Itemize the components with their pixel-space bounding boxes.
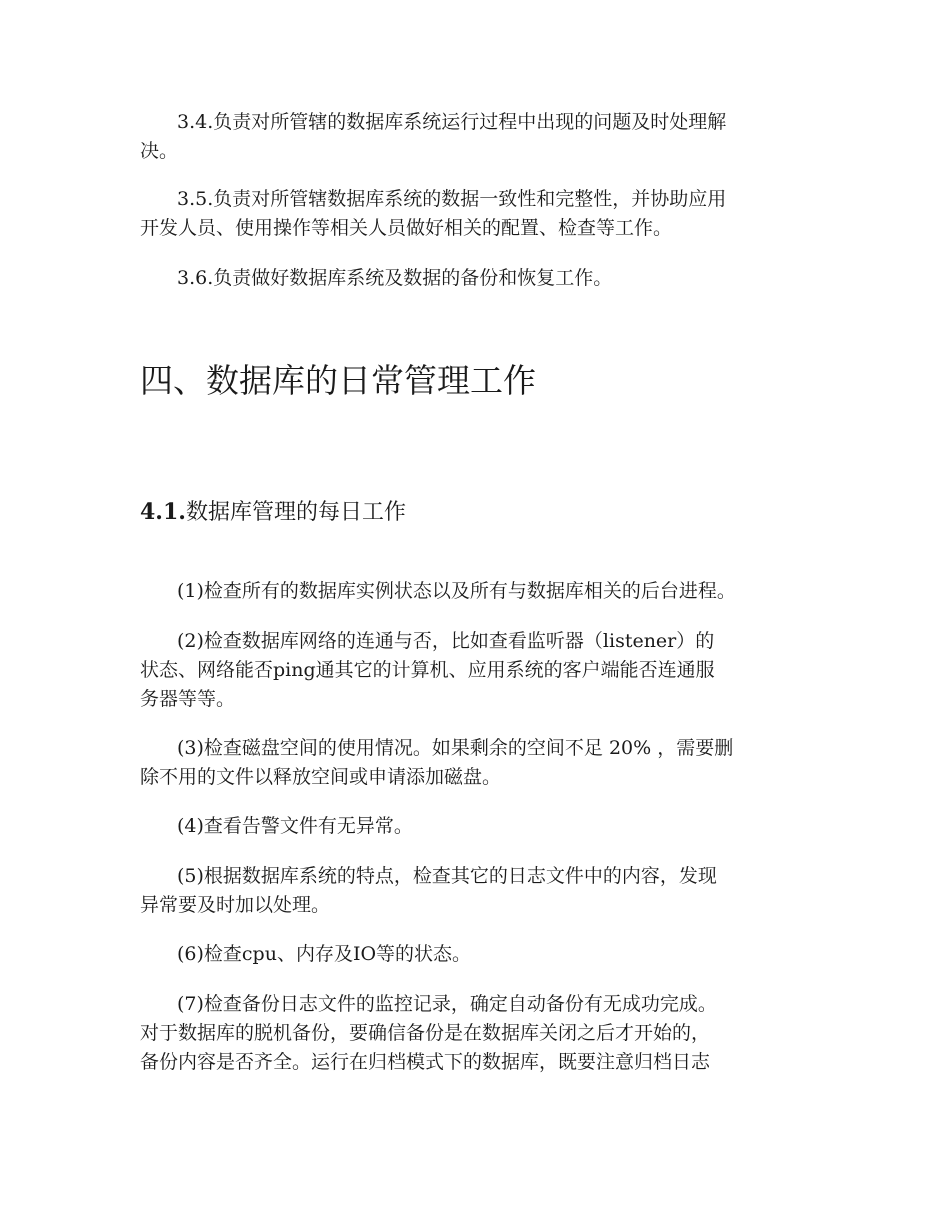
subsection-number: 4.1. <box>140 499 186 525</box>
paragraph-line: (3)检查磁盘空间的使用情况。如果剩余的空间不足 20% ，需要删 <box>177 737 734 759</box>
paragraph-line: (2)检查数据库网络的连通与否，比如查看监听器（listener）的 <box>177 630 715 652</box>
paragraph-line: 状态、网络能否ping通其它的计算机、应用系统的客户端能否连通服 <box>140 659 715 681</box>
daily-item-6 <box>140 940 820 969</box>
paragraph-line: (5)根据数据库系统的特点，检查其它的日志文件中的内容，发现 <box>177 865 717 887</box>
subsection-title: 数据库管理的每日工作 <box>185 500 406 525</box>
paragraph-3-5 <box>140 185 820 243</box>
paragraph-line: (4)查看告警文件有无异常。 <box>177 815 413 837</box>
subsection-heading-4-1 <box>140 496 406 529</box>
paragraph-3-4 <box>140 108 820 166</box>
paragraph-line: 除不用的文件以释放空间或申请添加磁盘。 <box>140 766 502 788</box>
paragraph-line: 决。 <box>140 140 179 162</box>
paragraph-line: 开发人员、使用操作等相关人员做好相关的配置、检查等工作。 <box>140 217 673 239</box>
paragraph-line: 3.5.负责对所管辖数据库系统的数据一致性和完整性，并协助应用 <box>177 188 727 210</box>
paragraph-line: 3.4.负责对所管辖的数据库系统运行过程中出现的问题及时处理解 <box>177 111 727 133</box>
daily-item-7 <box>140 990 820 1077</box>
paragraph-line: 3.6.负责做好数据库系统及数据的备份和恢复工作。 <box>177 267 613 289</box>
paragraph-line: 异常要及时加以处理。 <box>140 894 331 916</box>
paragraph-line: (6)检查cpu、内存及IO等的状态。 <box>177 943 472 965</box>
paragraph-line: 备份内容是否齐全。运行在归档模式下的数据库，既要注意归档日志 <box>140 1051 711 1073</box>
daily-item-4 <box>140 812 820 841</box>
paragraph-line: 对于数据库的脱机备份，要确信备份是在数据库关闭之后才开始的， <box>140 1022 711 1044</box>
daily-item-1 <box>140 577 820 606</box>
paragraph-line: (1)检查所有的数据库实例状态以及所有与数据库相关的后台进程。 <box>177 580 736 602</box>
paragraph-line: (7)检查备份日志文件的监控记录，确定自动备份有无成功完成。 <box>177 993 717 1015</box>
daily-item-3 <box>140 734 820 792</box>
section-heading-4: 四、数据库的日常管理工作 <box>140 361 536 400</box>
paragraph-3-6 <box>140 264 820 293</box>
daily-item-2 <box>140 627 820 714</box>
daily-item-5 <box>140 862 820 920</box>
paragraph-line: 务器等等。 <box>140 688 236 710</box>
